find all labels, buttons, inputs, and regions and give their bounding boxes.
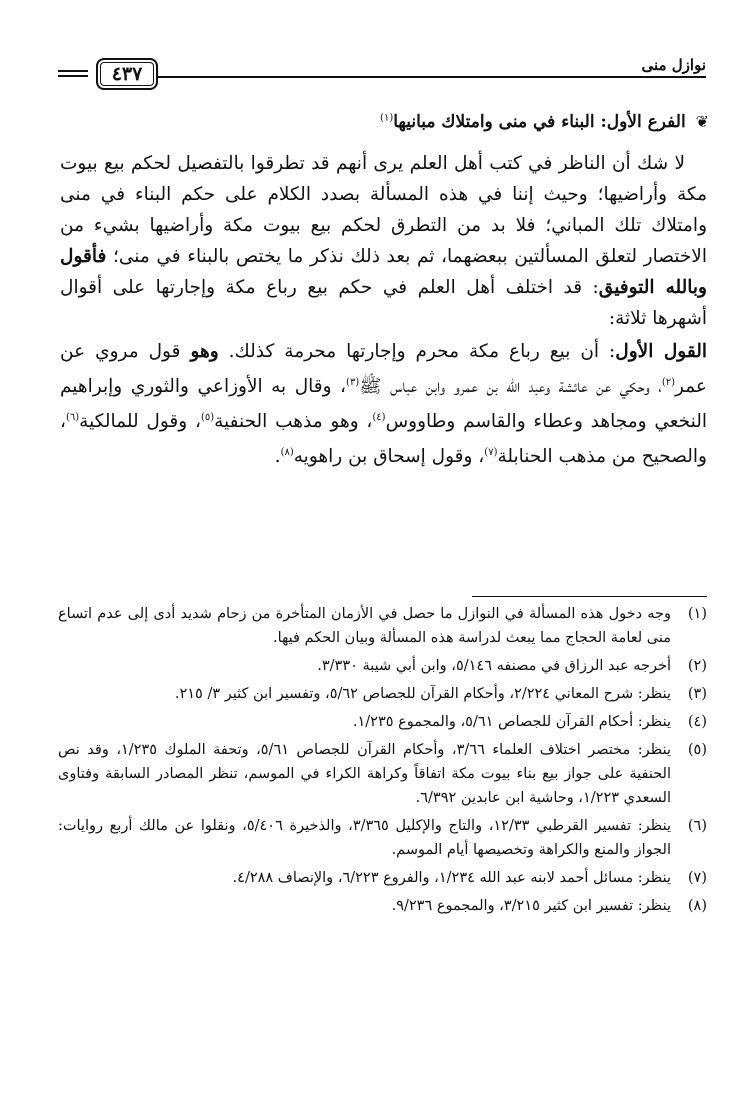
footnote — [58, 738, 707, 810]
paragraph-emphasis: وهو — [190, 341, 219, 362]
footnotes — [58, 602, 707, 922]
paragraph-text: ، وقول إسحاق بن راهويه — [293, 446, 485, 468]
footnote-ref: (٣) — [346, 377, 360, 388]
footnote — [58, 682, 707, 706]
footnote-text: ينظر: مسائل أحمد لابنه عبد الله ١/٢٣٤، والفروع ٦/٢٢٣، والإنصاف ٤/٢٨٨. — [232, 870, 671, 886]
footnote-ref: (١) — [380, 112, 394, 124]
opinion-label: القول الأول — [615, 341, 708, 362]
header-rule-left-lower — [58, 75, 88, 77]
footnote-ref: (٦) — [65, 412, 80, 424]
footnote-ref: (٤) — [372, 412, 386, 424]
footnote-number: (١) — [687, 606, 707, 622]
footnote-number: (٣) — [687, 686, 707, 702]
footnote-text: وجه دخول هذه المسألة في النوازل ما حصل في الأزمان المتأخرة من زحام شديد أدى إلى عدم اتساع منى لعامة الحجاج مما يبعث لدراسة هذه المسألة وبيان الحكم فيها. — [58, 606, 671, 646]
paragraph-emphasis: فأقول وبالله التوفيق — [60, 246, 707, 298]
paragraph-text: قول مروي عن عمر — [60, 341, 707, 398]
section-heading — [60, 112, 709, 132]
paragraph-text: ، وهو مذهب الحنفية — [214, 411, 373, 433]
leaf-ornament-icon: ❦ — [695, 112, 709, 131]
paragraph-text: ، والصحيح من مذهب الحنابلة — [60, 411, 707, 468]
header-rule-left-upper — [58, 70, 88, 72]
header-rule — [158, 76, 706, 78]
footnote-ref: (٧) — [484, 447, 498, 459]
paragraph-text: ، وقال به الأوزاعي والثوري وإبراهيم النخعي ومجاهد وعطاء والقاسم وطاووس — [60, 376, 707, 433]
footnote — [58, 602, 707, 650]
paragraph-text: ، وحكي عن عائشة وعبد الله بن عمرو وابن عباس ﷺ — [359, 376, 662, 398]
footnote-text: ينظر: مختصر اختلاف العلماء ٣/٦٦، وأحكام القرآن للجصاص ٥/٦١، وتحفة الملوك ١/٢٣٥، وقد نص الحنفية على جواز بيع بناء بيوت مكة اتفاقاً وكراهة الكراء في الموسم، تنظر المصادر السابقة وفتاوى السعدي ١/٢٢٣، وحاشية ابن عابدين ٦/٣٩٢. — [58, 742, 671, 806]
footnote-number: (٤) — [687, 714, 707, 730]
footnote-number: (٢) — [687, 658, 707, 674]
footnote — [58, 654, 707, 678]
footnote — [58, 866, 707, 890]
footnote-ref: (٢) — [661, 377, 676, 388]
main-text — [60, 148, 707, 472]
footnote-text: ينظر: تفسير ابن كثير ٣/٢١٥، والمجموع ٩/٢٣٦. — [391, 898, 671, 914]
footnote-text: ينظر: شرح المعاني ٢/٢٢٤، وأحكام القرآن للجصاص ٥/٦٢، وتفسير ابن كثير ٣/ ٢١٥. — [174, 686, 671, 702]
footnote-text: ينظر: أحكام القرآن للجصاص ٥/٦١، والمجموع ١/٢٣٥. — [352, 714, 671, 730]
footnote-number: (٧) — [687, 870, 707, 886]
footnote-number: (٥) — [687, 742, 707, 758]
page-header — [58, 52, 706, 92]
footnote-text: ينظر: تفسير القرطبي ١٢/٣٣، والتاج والإكليل ٣/٣٦٥، والذخيرة ٥/٤٠٦، ونقلوا عن مالك أربع روايات: الجواز والمنع والكراهة وتخصيصها أيام الموسم. — [58, 818, 671, 858]
heading-label: الفرع الأول: البناء في منى وامتلاك مبانيها — [393, 112, 686, 132]
footnote-ref: (٨) — [280, 447, 294, 459]
footnote — [58, 710, 707, 734]
paragraph — [60, 148, 707, 334]
footnote-text: أخرجه عبد الرزاق في مصنفه ٥/١٤٦، وابن أبي شيبة ٣/٣٣٠. — [317, 658, 671, 674]
footnote-number: (٨) — [687, 898, 707, 914]
paragraph — [60, 336, 707, 472]
footnote-separator — [472, 596, 707, 597]
running-title: نوازل منى — [641, 56, 706, 74]
footnote — [58, 894, 707, 918]
paragraph-text: : قد اختلف أهل العلم في حكم بيع رباع مكة وإجارتها على أقوال أشهرها ثلاثة: — [60, 277, 707, 329]
paragraph-text: . — [274, 446, 281, 468]
paragraph-text: : أن بيع رباع مكة محرم وإجارتها محرمة كذلك. — [218, 341, 616, 362]
paragraph-text: لا شك أن الناظر في كتب أهل العلم يرى أنهم قد تطرقوا بالتفصيل لحكم بيع بيوت مكة وأراضيها؛ وحيث إننا في هذه المسألة بصدد الكلام على حكم البناء في منى وامتلاك تلك المباني؛ فلا بد من التطرق لحكم بيع بيوت مكة وأراضيها بشيء من الاختصار لتعلق المسألتين ببعضهما، ثم بعد ذلك نذكر ما يختص بالبناء في منى؛ — [60, 153, 707, 267]
paragraph-text: ، وقول للمالكية — [79, 411, 201, 433]
footnote-number: (٦) — [687, 818, 707, 834]
page-number: ٤٣٧ — [96, 58, 158, 90]
footnote-ref: (٥) — [200, 412, 215, 424]
footnote — [58, 814, 707, 862]
